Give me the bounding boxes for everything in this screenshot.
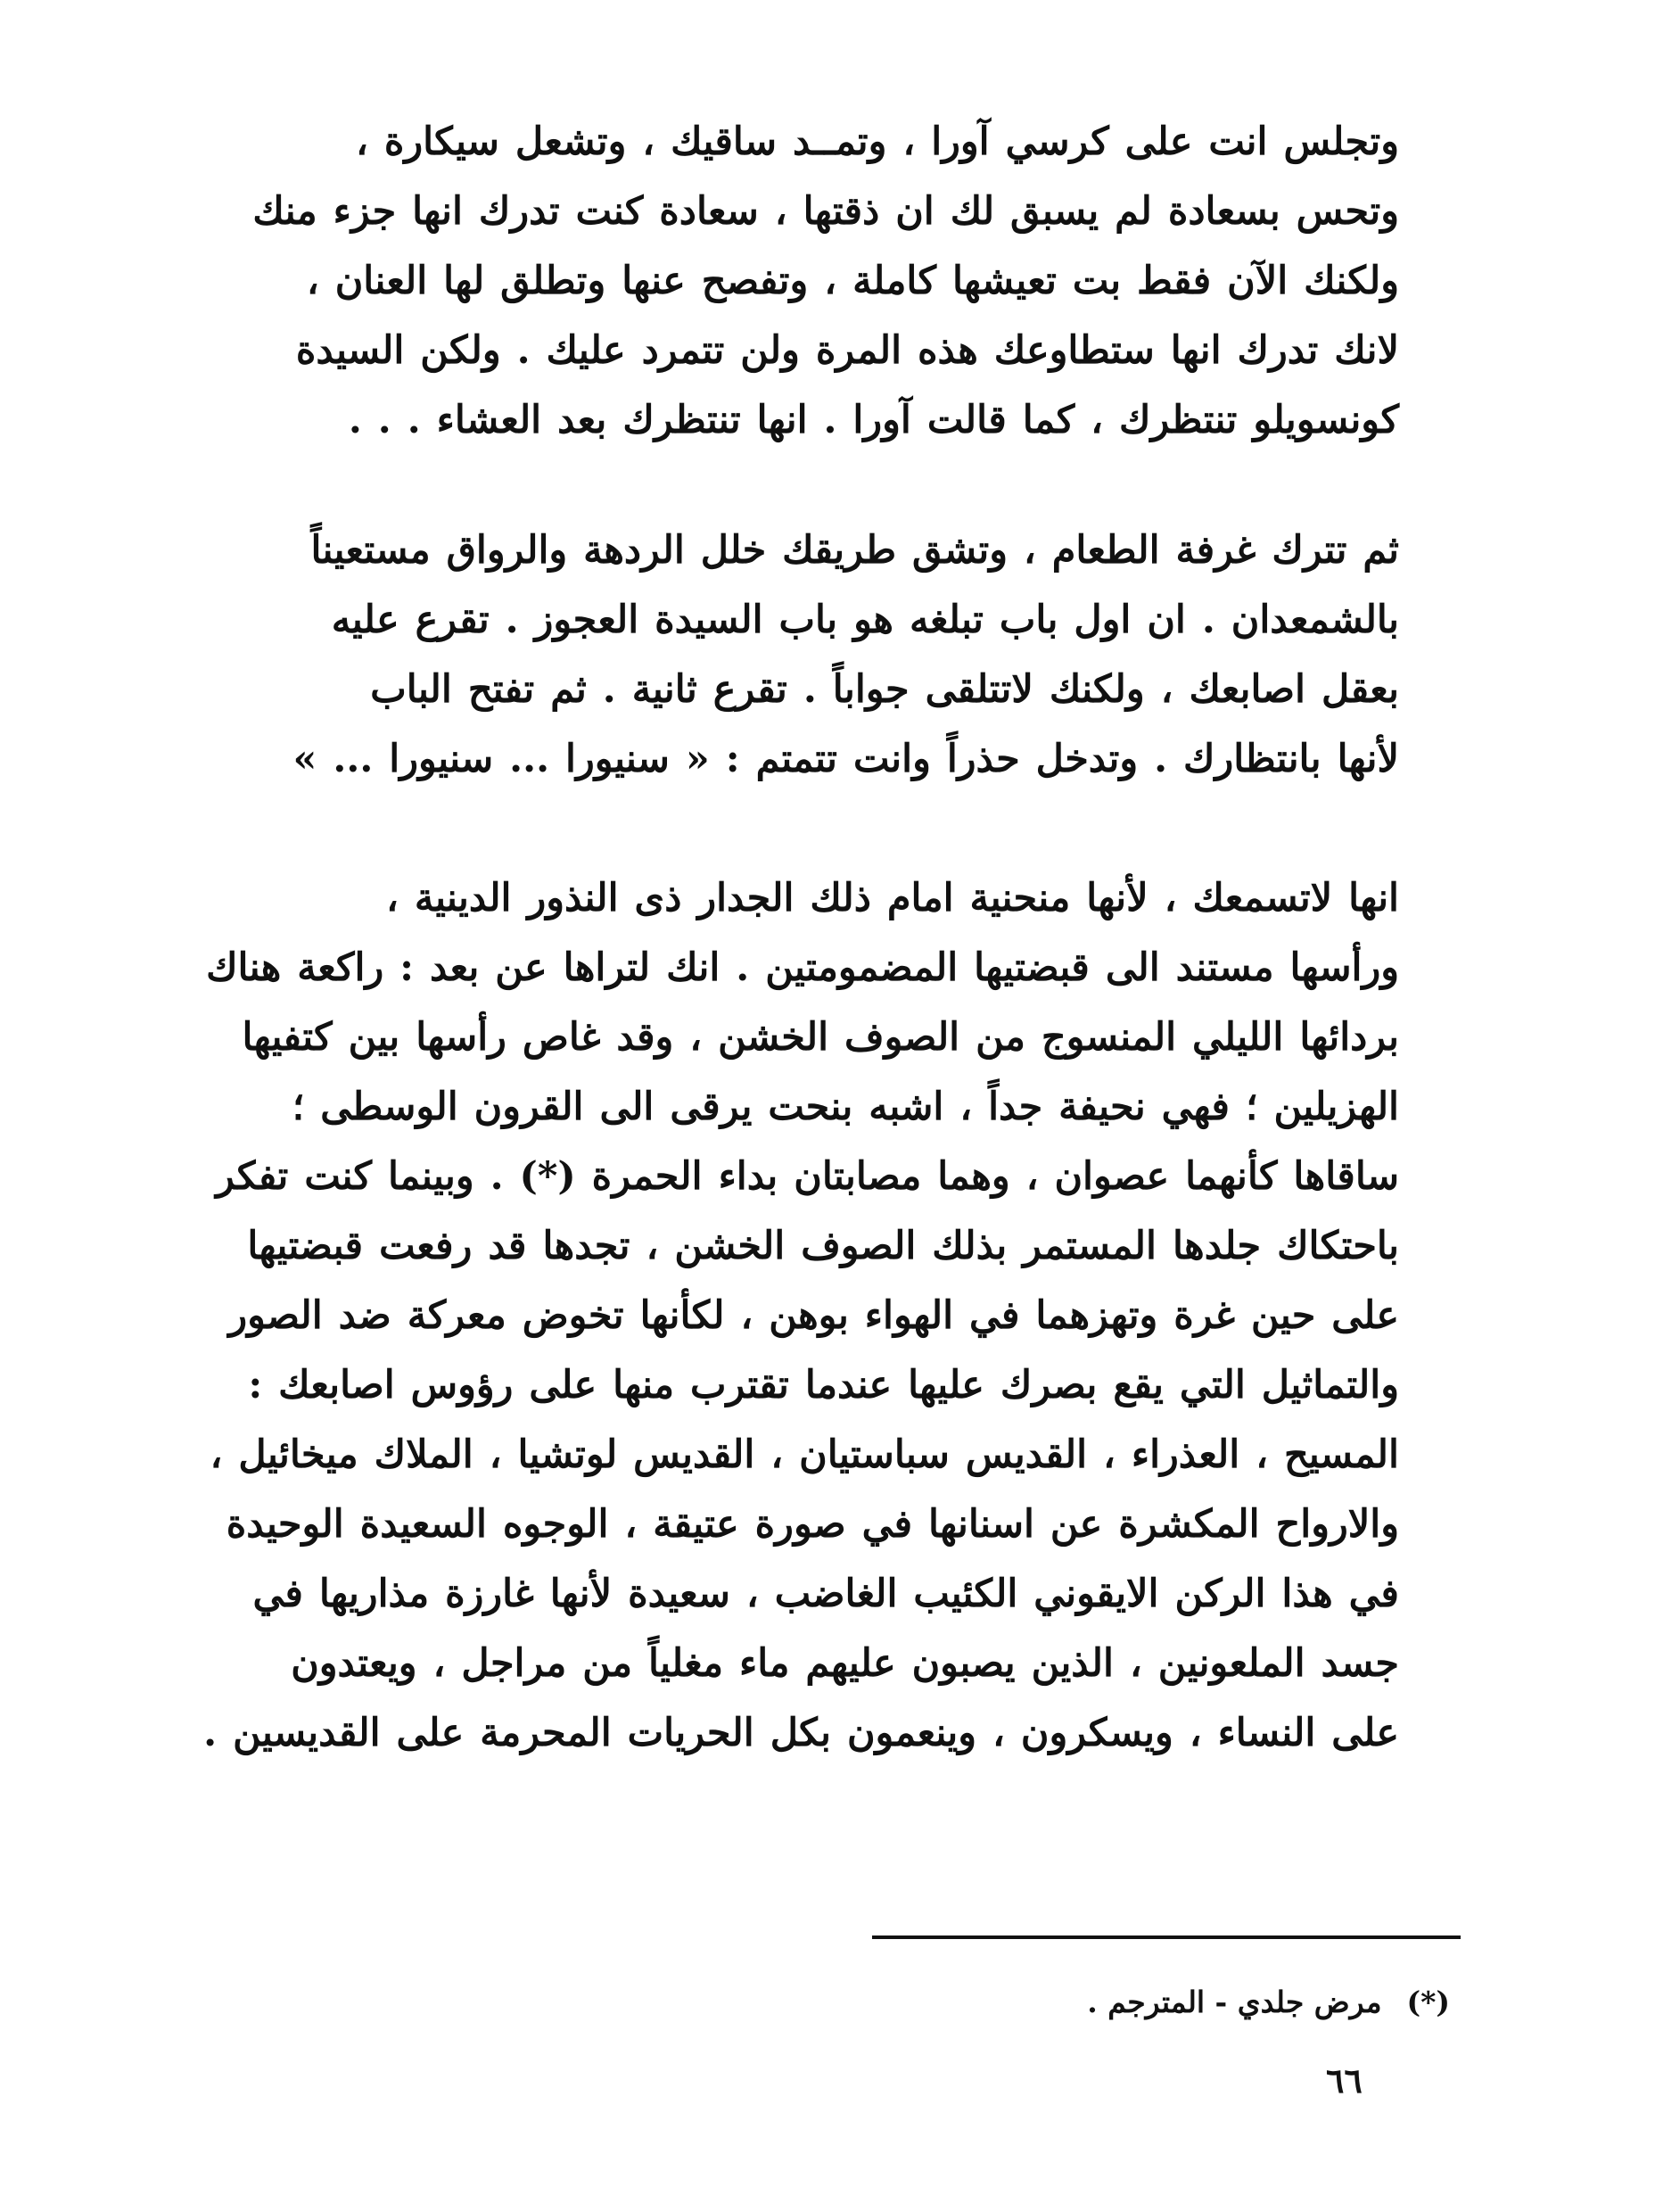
text-line: وتجلس انت على كرسي آورا ، وتمــد ساقيك ، وتشعل سيكارة ،: [355, 120, 1399, 164]
text-line: بالشمعدان . ان اول باب تبلغه هو باب السيدة العجوز . تقرع عليه: [331, 598, 1399, 642]
text-line: المسيح ، العذراء ، القديس سباستيان ، القديس لوتشيا ، الملاك ميخائيل ،: [210, 1432, 1399, 1477]
text-line: على النساء ، ويسكرون ، وينعمون بكل الحريات المحرمة على القديسين .: [203, 1711, 1399, 1755]
text-line: باحتكاك جلدها المستمر بذلك الصوف الخشن ، تجدها قد رفعت قبضتيها: [247, 1224, 1399, 1268]
text-line: بعقل اصابعك ، ولكنك لاتتلقى جواباً . تقرع ثانية . ثم تفتح الباب: [370, 667, 1399, 712]
footnote-divider: [872, 1936, 1461, 1939]
text-line: على حين غرة وتهزهما في الهواء بوهن ، لكأنها تخوض معركة ضد الصور: [228, 1293, 1399, 1338]
footnote-marker: (*): [1406, 1985, 1450, 2019]
text-line: ولكنك الآن فقط بت تعيشها كاملة ، وتفصح عنها وتطلق لها العنان ،: [306, 259, 1399, 303]
text-line: والتماثيل التي يقع بصرك عليها عندما تقترب منها على رؤوس اصابعك :: [248, 1363, 1399, 1407]
text-line: ساقاها كأنهما عصوان ، وهما مصابتان بداء الحمرة (*) . وبينما كنت تفكر: [216, 1154, 1399, 1199]
text-line: وتحس بسعادة لم يسبق لك ان ذقتها ، سعادة كنت تدرك انها جزء منك: [252, 189, 1399, 234]
paragraph-2: [227, 516, 1449, 794]
text-line: والارواح المكشرة عن اسنانها في صورة عتيقة ، الوجوه السعيدة الوحيدة: [226, 1502, 1399, 1547]
text-line: لانك تدرك انها ستطاوعك هذه المرة ولن تتمرد عليك . ولكن السيدة: [295, 328, 1399, 373]
text-line: كونسويلو تنتظرك ، كما قالت آورا . انها تنتظرك بعد العشاء . . .: [348, 398, 1399, 442]
text-line: ثم تترك غرفة الطعام ، وتشق طريقك خلل الردهة والرواق مستعيناً: [310, 528, 1399, 573]
paragraph-1: [227, 107, 1449, 455]
text-line: بردائها الليلي المنسوج من الصوف الخشن ، وقد غاص رأسها بين كتفيها: [242, 1015, 1399, 1060]
text-line: جسد الملعونين ، الذين يصبون عليهم ماء مغلياً من مراجل ، ويعتدون: [291, 1641, 1399, 1686]
text-line: ورأسها مستند الى قبضتيها المضمومتين . انك لتراها عن بعد : راكعة هناك: [206, 945, 1399, 990]
text-line: انها لاتسمعك ، لأنها منحنية امام ذلك الجدار ذى النذور الدينية ،: [386, 876, 1399, 920]
text-line: في هذا الركن الايقوني الكئيب الغاضب ، سعيدة لأنها غارزة مذاريها في: [252, 1572, 1399, 1616]
footnote-text: مرض جلدي - المترجم .: [1087, 1985, 1382, 2019]
text-line: الهزيلين ؛ فهي نحيفة جداً ، اشبه بنحت يرقى الى القرون الوسطى ؛: [292, 1085, 1399, 1129]
page-number: ٦٦: [1326, 2060, 1363, 2101]
text-line: لأنها بانتظارك . وتدخل حذراً وانت تتمتم : « سنيورا ... سنيورا ... »: [292, 737, 1399, 781]
footnote: [1087, 1980, 1450, 2025]
paragraph-3: [203, 863, 1449, 1768]
